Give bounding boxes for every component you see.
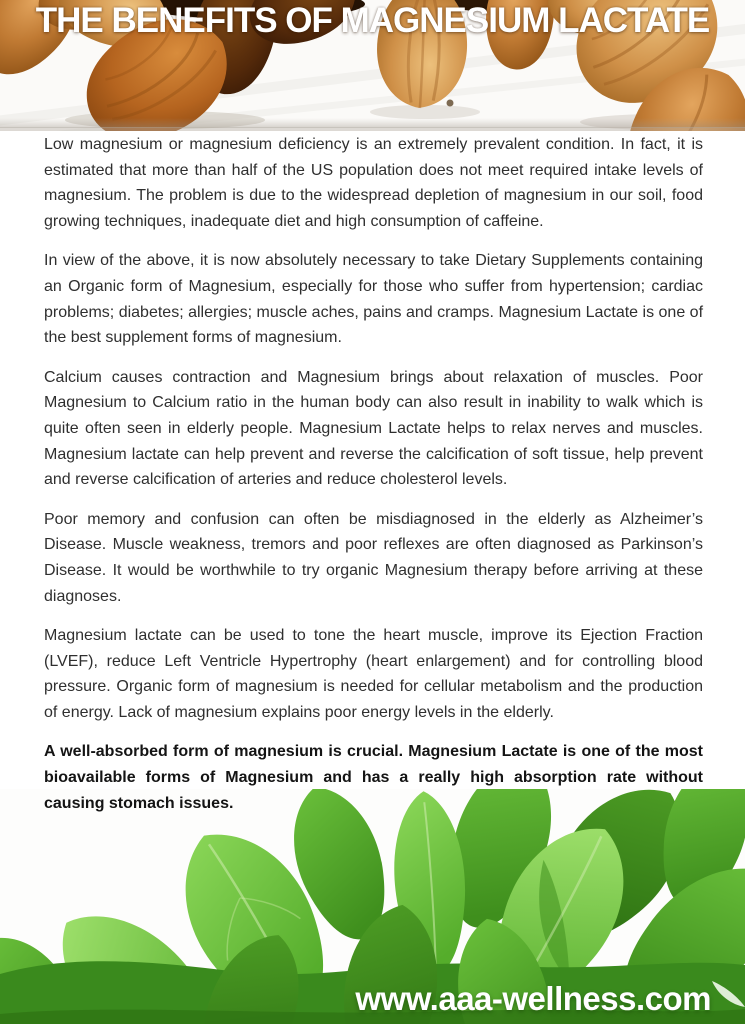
article-body [44, 132, 703, 830]
body-paragraph-2: In view of the above, it is now absolutely necessary to take Dietary Supplements containing an Organic form of Magnesium, especially for those who suffer from hypertension; cardiac problems; diabetes; allergies; muscle aches, pains and cramps. Magnesium Lactate is one of the best supplement forms of magnesium. [44, 252, 704, 347]
header [0, 0, 745, 131]
body-paragraph-3: Calcium causes contraction and Magnesium brings about relaxation of muscles. Poor Magnesium to Calcium ratio in the human body can also result in inability to walk which is quite often seen in elderly people. Magnesium Lactate helps to relax nerves and muscles. Magnesium lactate can help prevent and reverse the calcification of soft tissue, help prevent and reverse calcification of arteries and reduce cholesterol levels. [44, 368, 703, 489]
body-paragraph-4: Poor memory and confusion can often be misdiagnosed in the elderly as Alzheimer’s Disease. Muscle weakness, tremors and poor reflexes are often diagnosed as Parkinson’s Disease. It would be worthwhile to try organic Magnesium therapy before arriving at these diagnoses. [44, 510, 703, 605]
website-url: www.aaa-wellness.com [355, 980, 711, 1017]
body-paragraph-5: Magnesium lactate can be used to tone the heart muscle, improve its Ejection Fraction (LVEF), reduce Left Ventricle Hypertrophy (heart enlargement) and for controlling blood pressure. Organic form of magnesium is needed for cellular metabolism and the production of energy. Lack of magnesium explains poor energy levels in the elderly. [44, 627, 703, 721]
body-paragraph-6-bold: A well-absorbed form of magnesium is crucial. Magnesium Lactate is one of the most bioavailable forms of Magnesium and has a really high absorption rate without causing stomach issues. [44, 743, 703, 812]
page-title: THE BENEFITS OF MAGNESIUM LACTATE [35, 1, 710, 40]
body-paragraph-1: Low magnesium or magnesium deficiency is an extremely prevalent condition. In fact, it is estimated that more than half of the US population does not meet required intake levels of magnesium. The problem is due to the widespread depletion of magnesium in our soil, food growing techniques, inadequate diet and high consumption of caffeine. [44, 136, 703, 230]
